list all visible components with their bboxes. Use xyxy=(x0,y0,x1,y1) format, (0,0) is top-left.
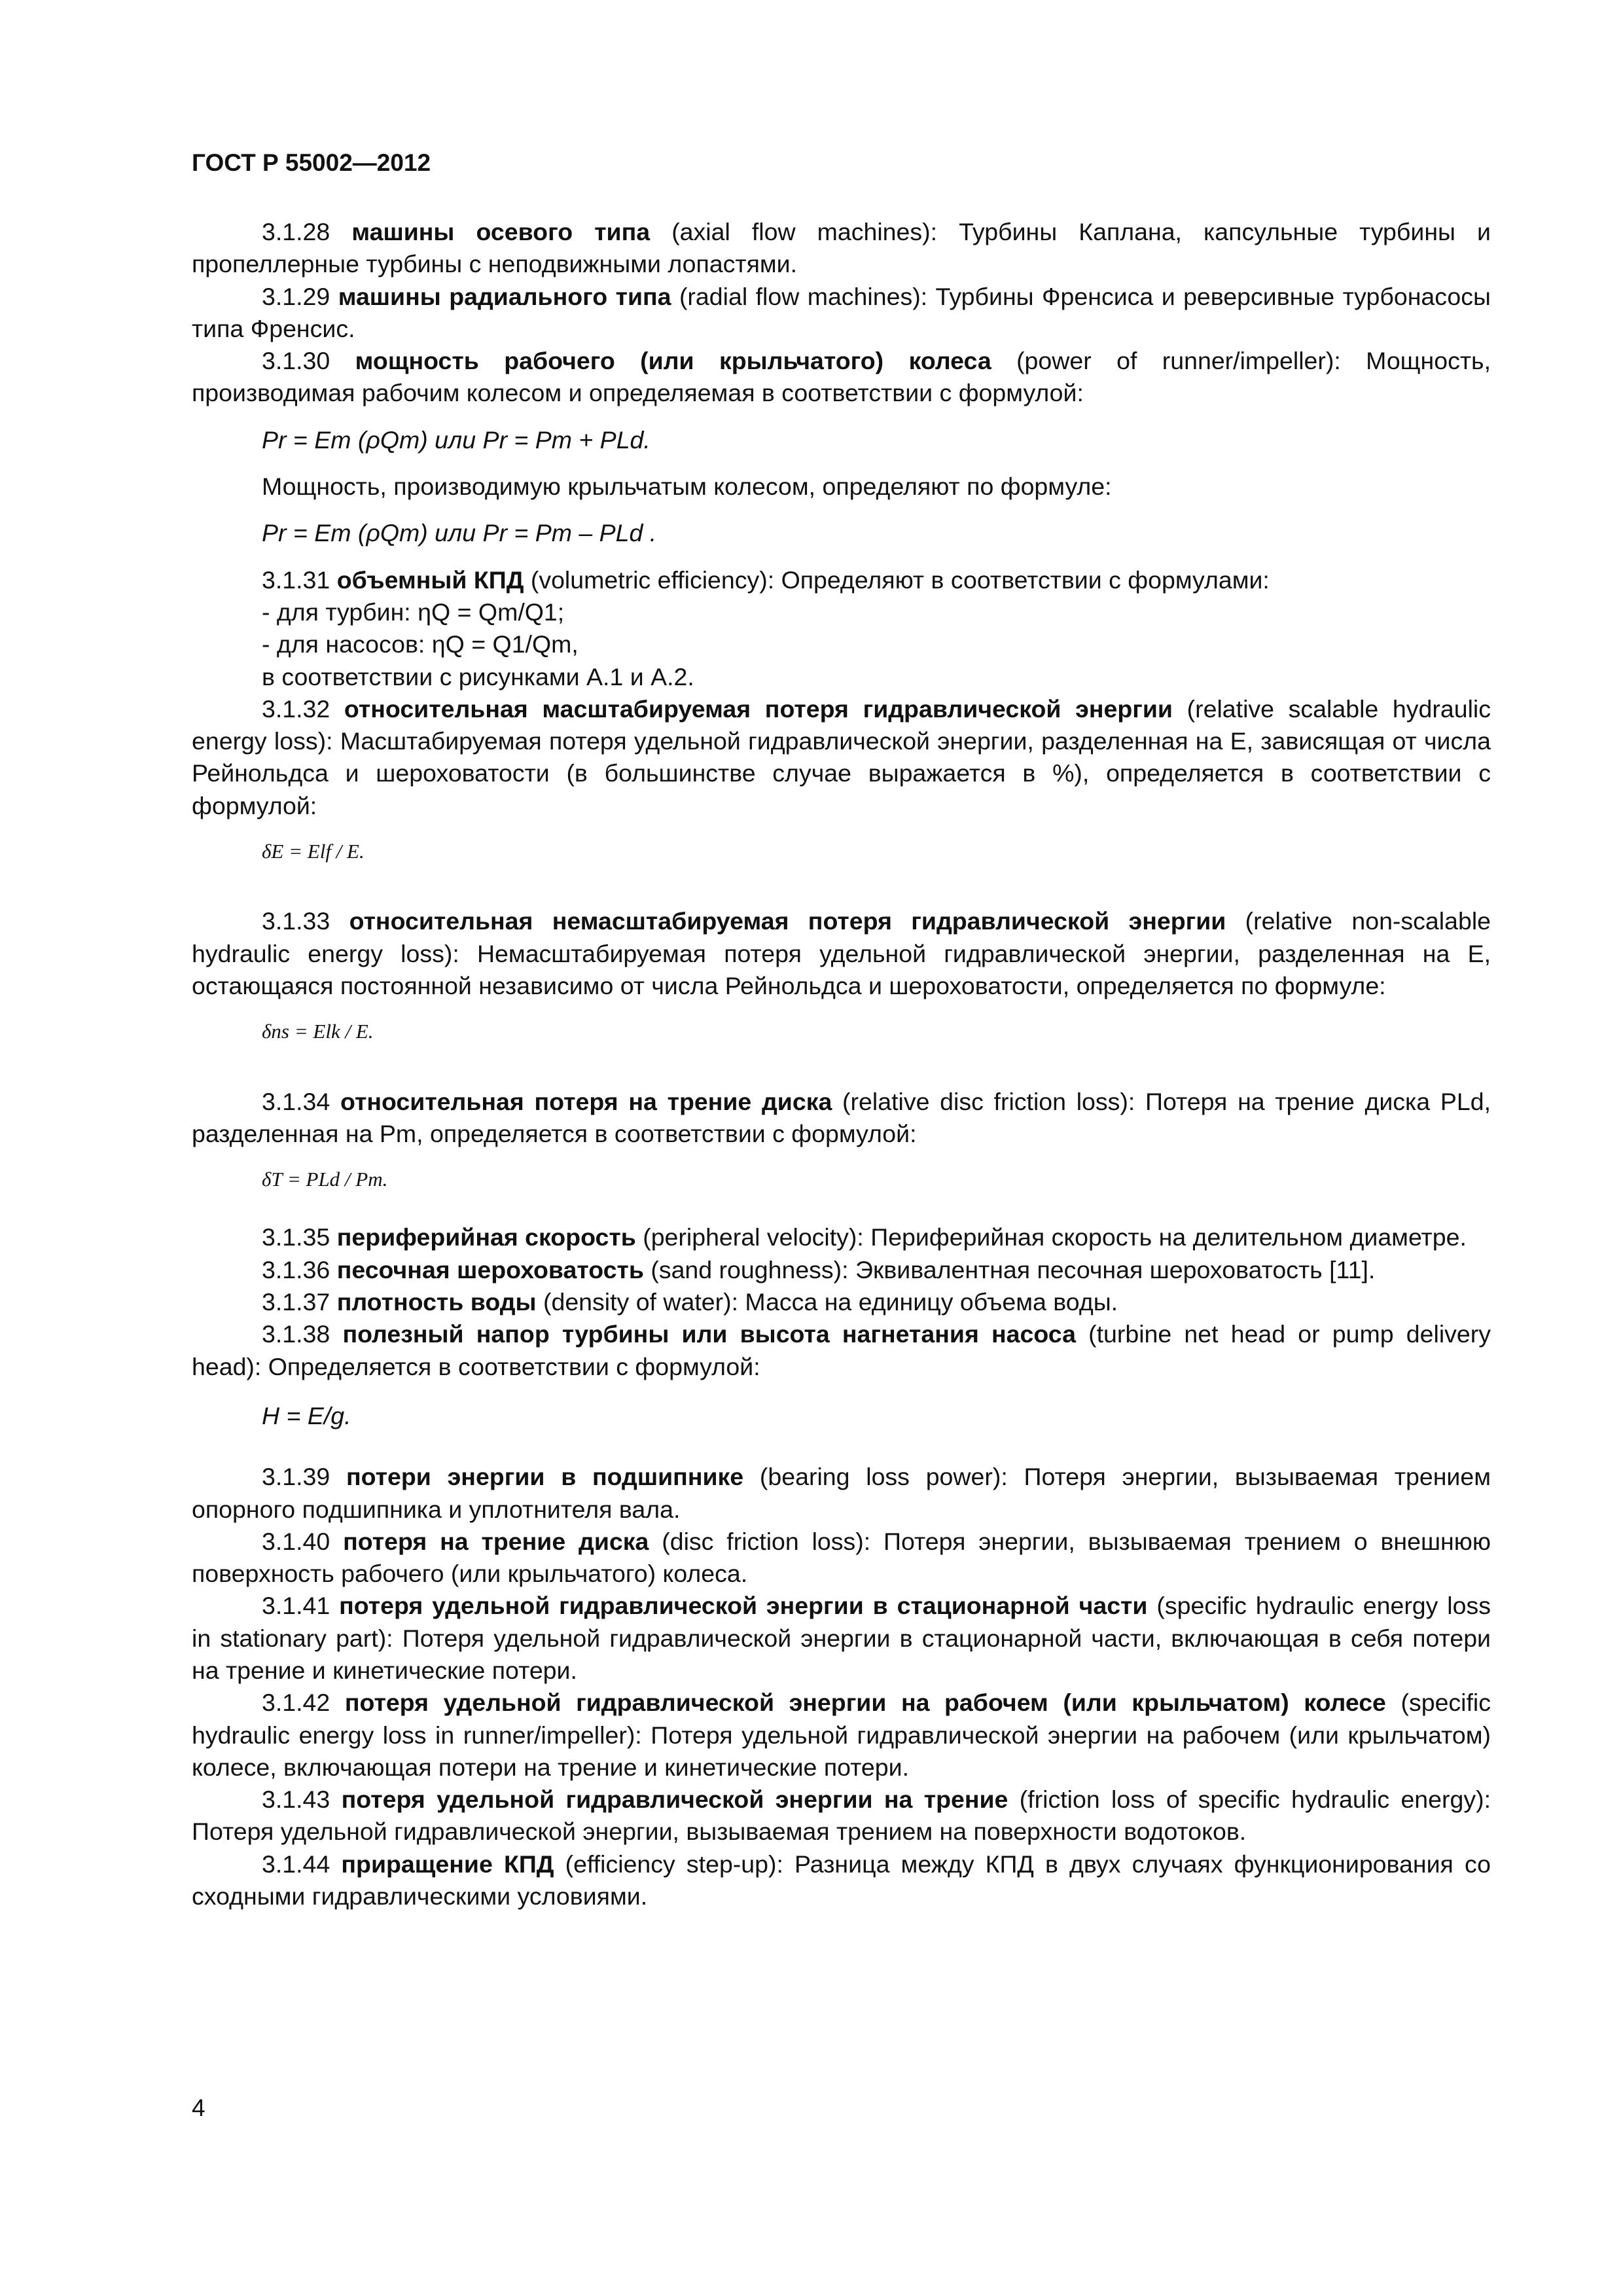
definition-3-1-39: 3.1.39 потери энергии в подшипнике (bearing loss power): Потеря энергии, вызываемая трением опорного подшипника и уплотнителя вала. xyxy=(192,1463,1491,1523)
formula-delta-t: δT = PLd / Pm. xyxy=(262,1168,388,1191)
definition-3-1-41: 3.1.41 потеря удельной гидравлической энергии в стационарной части (specific hydraulic energy loss in stationary part): Потеря удельной гидравлической энергии в стационарной части, включающая в себя потери на трение и кинетические потери. xyxy=(192,1592,1491,1684)
definition-3-1-40: 3.1.40 потеря на трение диска (disc friction loss): Потеря энергии, вызываемая трением о внешнюю поверхность рабочего (или крыльчатого) колеса. xyxy=(192,1527,1491,1588)
definition-3-1-38: 3.1.38 полезный напор турбины или высота нагнетания насоса (turbine net head or pump delivery head): Определяется в соответствии с формулой: xyxy=(192,1320,1491,1380)
formula-delta-e: δE = Elf / E. xyxy=(262,840,365,863)
formula-power-runner: Pr = Em (ρQm) или Pr = Pm + PLd. xyxy=(262,425,651,454)
definition-3-1-30: 3.1.30 мощность рабочего (или крыльчатого) колеса (power of runner/impeller): Мощность, производимая рабочим колесом и определяемая в соответствии с формулой: xyxy=(192,347,1491,407)
definition-3-1-32: 3.1.32 относительная масштабируемая потеря гидравлической энергии (relative scalable hydraulic energy loss): Масштабируемая потеря удельной гидравлической энергии, разделенная на E, зависящая от числа Рейнольдса и шероховатости (в большинстве случае выражается в %), определяется в соответствии с формулой: xyxy=(192,694,1491,819)
formula-net-head: H = E/g. xyxy=(262,1401,351,1429)
note-impeller-power: Мощность, производимую крыльчатым колесом, определяют по формуле: xyxy=(262,473,1112,501)
definition-3-1-33: 3.1.33 относительная немасштабируемая потеря гидравлической энергии (relative non-scalable hydraulic energy loss): Немасштабируемая потеря удельной гидравлической энергии, разделенная на E, остающаяся постоянной независимо от числа Рейнольдса и шероховатости, определяется по формуле: xyxy=(192,907,1491,999)
definition-3-1-29: 3.1.29 машины радиального типа (radial flow machines): Турбины Френсиса и реверсивные турбонасосы типа Френсис. xyxy=(192,282,1491,342)
definition-3-1-35: 3.1.35 периферийная скорость (peripheral velocity): Периферийная скорость на делительном диаметре. xyxy=(262,1223,1467,1251)
formula-volumetric-turbines: - для турбин: ηQ = Qm/Q1; xyxy=(262,598,565,626)
formula-power-impeller: Pr = Em (ρQm) или Pr = Pm – PLd . xyxy=(262,519,657,547)
definition-3-1-28: 3.1.28 машины осевого типа (axial flow machines): Турбины Каплана, капсульные турбины и пропеллерные турбины с неподвижными лопастями. xyxy=(192,218,1491,278)
formula-volumetric-pumps: - для насосов: ηQ = Q1/Qm, xyxy=(262,630,579,658)
definition-3-1-34: 3.1.34 относительная потеря на трение диска (relative disc friction loss): Потеря на трение диска PLd, разделенная на Pm, определяется в соответствии с формулой: xyxy=(192,1087,1491,1147)
document-header: ГОСТ Р 55002—2012 xyxy=(192,149,431,176)
figure-reference: в соответствии с рисунками А.1 и А.2. xyxy=(262,662,694,691)
definition-3-1-42: 3.1.42 потеря удельной гидравлической энергии на рабочем (или крыльчатом) колесе (specific hydraulic energy loss in runner/impeller): Потеря удельной гидравлической энергии на рабочем (или крыльчатом) колесе, включающая потери на трение и кинетические потери. xyxy=(192,1689,1491,1781)
definition-3-1-43: 3.1.43 потеря удельной гидравлической энергии на трение (friction loss of specific hydraulic energy): Потеря удельной гидравлической энергии, вызываемая трением на поверхности водотоков. xyxy=(192,1785,1491,1846)
definition-3-1-37: 3.1.37 плотность воды (density of water): Масса на единицу объема воды. xyxy=(262,1288,1118,1316)
definition-3-1-44: 3.1.44 приращение КПД (efficiency step-up): Разница между КПД в двух случаях функционирования со сходными гидравлическими условиями. xyxy=(192,1850,1491,1910)
page-number: 4 xyxy=(192,2094,205,2121)
definition-3-1-31: 3.1.31 объемный КПД (volumetric efficiency): Определяют в соответствии с формулами: xyxy=(262,565,1270,594)
document-body xyxy=(192,216,1491,1912)
definition-3-1-36: 3.1.36 песочная шероховатость (sand roughness): Эквивалентная песочная шероховатость [11]. xyxy=(262,1255,1376,1283)
formula-delta-ns: δns = Elk / E. xyxy=(262,1020,374,1043)
